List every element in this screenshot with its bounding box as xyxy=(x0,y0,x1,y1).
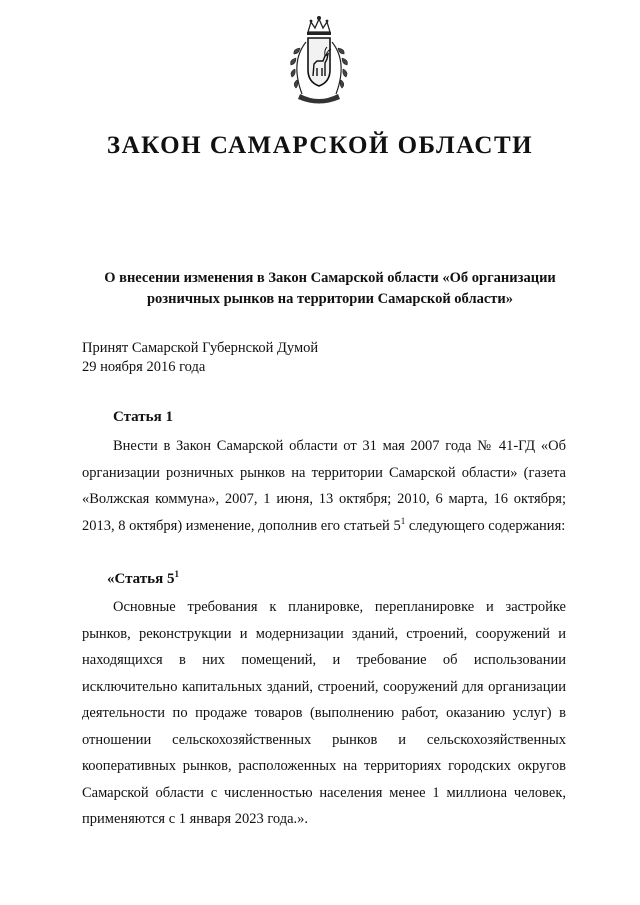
adoption-date: 29 ноября 2016 года xyxy=(82,359,206,375)
adoption-info xyxy=(82,339,318,377)
article-5-1-heading-superscript: 1 xyxy=(174,569,179,579)
law-subject-line-1: О внесении изменения в Закон Самарской области «Об организации xyxy=(104,270,556,286)
article-1-text xyxy=(82,433,566,539)
article-5-1-text: Основные требования к планировке, перепланировке и застройке рынков, реконструкции и модернизации зданий, строений, сооружений и находящихся в них помещений, и требование об использовании исключительно капитальных зданий, строений, сооружений для организации деятельности по продаже товаров (выполнению работ, оказанию услуг) в отношении сельскохозяйственных рынков и сельскохозяйственных кооперативных рынков, расположенных на территориях городских округов Самарской области с численностью населения менее 1 миллиона человек, применяются с 1 января 2023 года.». xyxy=(82,599,566,827)
article-1-text-main: Внести в Закон Самарской области от 31 мая 2007 года № 41-ГД «Об организации розничных рынков на территории Самарской области» (газета «Волжская коммуна», 2007, 1 июня, 13 октября; 2010, 6 марта, 16 октября; 2013, 8 октября) изменение, дополнив его статьей 5 xyxy=(82,438,566,534)
adoption-body: Принят Самарской Губернской Думой xyxy=(82,340,319,356)
article-1-heading: Статья 1 xyxy=(113,409,173,425)
law-subject xyxy=(60,268,600,310)
article-5-1-heading-main: «Статья 5 xyxy=(107,571,175,587)
article-1-text-end: следующего содержания: xyxy=(405,517,566,534)
law-subject-line-2: розничных рынков на территории Самарской области» xyxy=(146,291,513,307)
article-5-1-heading xyxy=(107,569,179,588)
law-title: ЗАКОН САМАРСКОЙ ОБЛАСТИ xyxy=(106,132,534,159)
samara-oblast-coat-of-arms-icon xyxy=(284,12,354,108)
article-1-superscript: 1 xyxy=(400,515,406,526)
